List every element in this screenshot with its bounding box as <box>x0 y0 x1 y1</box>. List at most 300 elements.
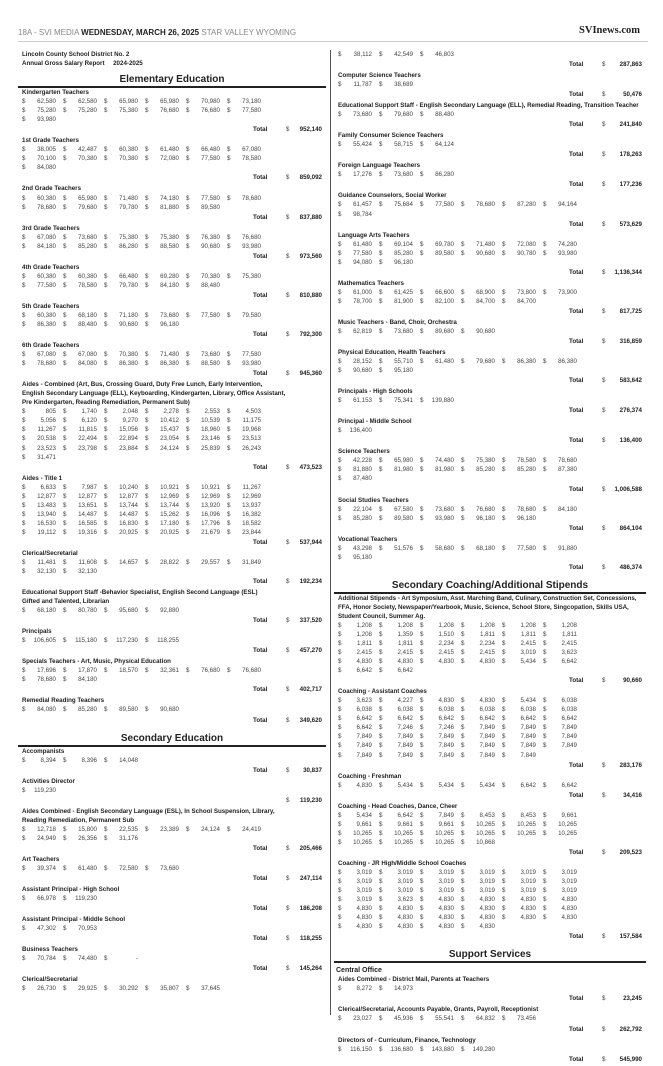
salary-value: 16,382 <box>242 510 261 518</box>
total-value: 90,660 <box>623 677 642 685</box>
salary-cell <box>63 636 104 645</box>
currency-sign: $ <box>145 825 149 833</box>
currency-sign: $ <box>602 1055 606 1063</box>
salary-value: 6,642 <box>397 715 413 723</box>
currency-sign: $ <box>379 715 383 723</box>
currency-sign: $ <box>104 320 108 328</box>
salary-cell <box>379 741 420 750</box>
salary-value: 78,680 <box>517 505 536 513</box>
salary-value: 3,623 <box>397 896 413 904</box>
salary-value: 65,980 <box>394 457 413 465</box>
currency-sign: $ <box>543 201 547 209</box>
salary-value: 23,054 <box>160 435 179 443</box>
salary-value: 1,208 <box>438 621 454 629</box>
salary-value: 76,680 <box>201 667 220 675</box>
salary-value: 4,830 <box>397 914 413 922</box>
currency-sign: $ <box>461 621 465 629</box>
salary-cell <box>104 501 145 510</box>
salary-cell <box>420 1045 461 1054</box>
salary-cell <box>63 311 104 320</box>
salary-value: 95,680 <box>119 607 138 615</box>
total-label: Total <box>253 686 268 694</box>
salary-row <box>334 426 646 435</box>
currency-sign: $ <box>104 756 108 764</box>
salary-cell <box>63 483 104 492</box>
salary-value: 70,380 <box>119 155 138 163</box>
group-title: 2nd Grade Teachers <box>22 185 82 193</box>
salary-cell <box>22 834 63 843</box>
currency-sign: $ <box>104 233 108 241</box>
salary-group <box>18 945 326 975</box>
salary-cell <box>502 648 543 657</box>
salary-value: 143,880 <box>431 1045 454 1053</box>
currency-sign: $ <box>145 528 149 536</box>
salary-cell <box>104 203 145 212</box>
salary-value: 23,146 <box>201 435 220 443</box>
total-value: 241,840 <box>619 121 642 129</box>
currency-sign: $ <box>286 935 290 943</box>
salary-value: 14,973 <box>394 985 413 993</box>
salary-cell <box>338 249 379 258</box>
salary-value: 69,104 <box>394 240 413 248</box>
salary-value: 20,925 <box>160 528 179 536</box>
total-label: Total <box>253 716 268 724</box>
salary-cell <box>22 242 63 251</box>
total-row <box>18 684 326 696</box>
total-value: 316,859 <box>619 337 642 345</box>
salary-value: 79,580 <box>242 311 261 319</box>
salary-value: 10,265 <box>353 838 372 846</box>
currency-sign: $ <box>502 706 506 714</box>
salary-value: 77,580 <box>242 351 261 359</box>
salary-row <box>18 311 326 320</box>
salary-cell <box>420 811 461 820</box>
salary-cell <box>22 115 63 124</box>
currency-sign: $ <box>104 510 108 518</box>
currency-sign: $ <box>22 676 26 684</box>
salary-value: 79,680 <box>476 358 495 366</box>
currency-sign: $ <box>286 463 290 471</box>
salary-cell <box>338 474 379 483</box>
salary-value: 18,960 <box>201 426 220 434</box>
currency-sign: $ <box>420 51 424 58</box>
salary-group <box>334 318 646 348</box>
currency-sign: $ <box>543 630 547 638</box>
currency-sign: $ <box>502 358 506 366</box>
salary-value: 93,980 <box>37 116 56 124</box>
salary-value: 81,980 <box>394 466 413 474</box>
salary-value: 85,280 <box>78 242 97 250</box>
salary-cell <box>461 456 502 465</box>
currency-sign: $ <box>379 288 383 296</box>
salary-cell <box>379 877 420 886</box>
total-label: Total <box>253 331 268 339</box>
salary-row <box>18 675 326 684</box>
currency-sign: $ <box>22 483 26 491</box>
currency-sign: $ <box>286 126 290 134</box>
currency-sign: $ <box>461 1045 465 1053</box>
currency-sign: $ <box>227 519 231 527</box>
salary-cell <box>104 320 145 329</box>
salary-cell <box>543 820 584 829</box>
salary-value: 55,541 <box>435 1015 454 1023</box>
salary-cell <box>145 281 186 290</box>
salary-value: 90,680 <box>201 242 220 250</box>
total-row <box>18 715 326 727</box>
salary-cell <box>63 407 104 416</box>
total-row <box>334 675 646 687</box>
currency-sign: $ <box>286 716 290 724</box>
salary-cell <box>338 820 379 829</box>
salary-value: 7,849 <box>520 733 536 741</box>
currency-sign: $ <box>104 194 108 202</box>
salary-value: 79,680 <box>394 111 413 119</box>
salary-group <box>334 161 646 191</box>
group-title: Pre Kindergarten, Reading Remediation, Permanent Sub) <box>22 399 190 407</box>
salary-value: 89,580 <box>119 706 138 714</box>
salary-cell <box>227 825 268 834</box>
currency-sign: $ <box>22 607 26 615</box>
salary-value: 86,380 <box>37 320 56 328</box>
salary-cell <box>63 194 104 203</box>
salary-value: 84,180 <box>37 242 56 250</box>
salary-cell <box>63 425 104 434</box>
salary-value: 88,480 <box>78 320 97 328</box>
section-heading: Support Services <box>334 949 646 963</box>
total-row <box>334 405 646 417</box>
salary-value: 60,380 <box>78 272 97 280</box>
salary-cell <box>338 258 379 267</box>
currency-sign: $ <box>379 249 383 257</box>
salary-cell <box>379 868 420 877</box>
total-value: 952,140 <box>299 126 322 134</box>
currency-sign: $ <box>145 607 149 615</box>
salary-value: 3,019 <box>438 878 454 885</box>
report-title: Annual Gross Salary Report 2024-2025 <box>22 60 143 68</box>
salary-value: 8,394 <box>40 756 56 764</box>
salary-group <box>18 915 326 945</box>
currency-sign: $ <box>22 233 26 241</box>
salary-row <box>18 636 326 645</box>
total-label: Total <box>569 121 584 129</box>
salary-value: 31,176 <box>119 834 138 842</box>
currency-sign: $ <box>63 568 67 576</box>
currency-sign: $ <box>63 676 67 684</box>
salary-cell <box>461 811 502 820</box>
currency-sign: $ <box>379 81 383 89</box>
salary-cell <box>502 781 543 790</box>
currency-sign: $ <box>338 658 342 666</box>
salary-value: 67,080 <box>37 351 56 359</box>
salary-cell <box>543 639 584 648</box>
salary-value: 26,356 <box>78 834 97 842</box>
currency-sign: $ <box>461 896 465 904</box>
total-value: 583,642 <box>619 377 642 385</box>
salary-cell <box>186 97 227 106</box>
group-title: Remedial Reading Teachers <box>22 697 105 705</box>
salary-value: 61,480 <box>435 358 454 366</box>
currency-sign: $ <box>186 360 190 368</box>
salary-value: 4,830 <box>397 923 413 931</box>
salary-value: 23,884 <box>119 444 138 452</box>
salary-cell <box>338 1014 379 1023</box>
salary-cell <box>461 200 502 209</box>
salary-value: 4,830 <box>356 923 372 931</box>
currency-sign: $ <box>602 524 606 532</box>
salary-value: 45,936 <box>394 1015 413 1023</box>
currency-sign: $ <box>145 408 149 416</box>
salary-value: 77,580 <box>242 107 261 115</box>
salary-value: 6,642 <box>356 724 372 732</box>
total-label: Total <box>569 437 584 445</box>
salary-row <box>334 249 646 258</box>
currency-sign: $ <box>379 829 383 837</box>
salary-group <box>334 594 646 687</box>
salary-value: 31,849 <box>242 558 261 566</box>
salary-cell <box>63 756 104 765</box>
salary-cell <box>227 425 268 434</box>
salary-value: 4,830 <box>520 905 536 913</box>
salary-cell <box>379 505 420 514</box>
salary-group <box>18 380 326 473</box>
section-heading: Secondary Education <box>18 733 326 747</box>
group-title: Clerical/Secretarial, Accounts Payable, Grants, Payroll, Receptionist <box>338 1006 539 1014</box>
currency-sign: $ <box>543 621 547 629</box>
salary-cell <box>543 904 584 913</box>
salary-value: 7,849 <box>479 733 495 741</box>
currency-sign: $ <box>63 311 67 319</box>
salary-cell <box>420 357 461 366</box>
total-value: 457,270 <box>299 647 322 655</box>
salary-cell <box>420 288 461 297</box>
salary-cell <box>227 492 268 501</box>
salary-value: 90,680 <box>353 367 372 375</box>
salary-row <box>18 558 326 567</box>
currency-sign: $ <box>63 706 67 714</box>
currency-sign: $ <box>186 667 190 675</box>
currency-sign: $ <box>602 91 606 99</box>
currency-sign: $ <box>461 820 465 828</box>
currency-sign: $ <box>543 724 547 732</box>
currency-sign: $ <box>379 985 383 993</box>
salary-value: 4,830 <box>561 914 577 922</box>
salary-cell <box>22 272 63 281</box>
salary-cell <box>420 751 461 760</box>
salary-value: 68,900 <box>476 288 495 296</box>
salary-cell <box>145 272 186 281</box>
total-row <box>334 179 646 191</box>
salary-value: 10,240 <box>119 483 138 491</box>
salary-group <box>18 136 326 184</box>
salary-value: 87,480 <box>353 475 372 483</box>
salary-row <box>18 756 326 765</box>
salary-value: 12,969 <box>160 492 179 500</box>
salary-cell <box>502 741 543 750</box>
total-row <box>18 615 326 627</box>
currency-sign: $ <box>420 658 424 666</box>
salary-cell <box>543 868 584 877</box>
salary-cell <box>63 864 104 873</box>
currency-sign: $ <box>63 510 67 518</box>
salary-cell <box>543 288 584 297</box>
currency-sign: $ <box>338 258 342 266</box>
salary-value: 77,580 <box>201 155 220 163</box>
salary-cell <box>145 359 186 368</box>
salary-value: 116,150 <box>350 1045 372 1053</box>
salary-row <box>18 954 326 963</box>
currency-sign: $ <box>145 864 149 872</box>
salary-cell <box>227 444 268 453</box>
salary-value: 4,830 <box>479 697 495 705</box>
salary-value: 93,980 <box>242 242 261 250</box>
salary-value: 90,680 <box>476 249 495 257</box>
salary-value: 6,038 <box>356 706 372 714</box>
salary-cell <box>63 320 104 329</box>
salary-cell <box>186 492 227 501</box>
total-label: Total <box>253 538 268 546</box>
currency-sign: $ <box>227 351 231 359</box>
salary-cell <box>502 886 543 895</box>
currency-sign: $ <box>186 146 190 154</box>
salary-value: 96,180 <box>476 514 495 522</box>
salary-cell <box>461 297 502 306</box>
salary-cell <box>63 145 104 154</box>
currency-sign: $ <box>338 141 342 149</box>
salary-row <box>334 741 646 750</box>
salary-value: 1,811 <box>479 630 495 638</box>
salary-value: 78,680 <box>242 194 261 202</box>
salary-value: 86,380 <box>160 360 179 368</box>
salary-cell <box>22 567 63 576</box>
salary-cell <box>420 50 461 59</box>
total-value: 945,360 <box>299 370 322 378</box>
currency-sign: $ <box>379 923 383 931</box>
salary-value: 76,680 <box>160 107 179 115</box>
salary-value: 2,415 <box>520 640 536 648</box>
salary-cell <box>502 829 543 838</box>
salary-value: 3,623 <box>356 697 372 705</box>
salary-cell <box>63 281 104 290</box>
currency-sign: $ <box>543 640 547 648</box>
total-value: 118,255 <box>299 935 322 943</box>
salary-cell <box>22 675 63 684</box>
salary-value: 23,513 <box>242 435 261 443</box>
currency-sign: $ <box>338 466 342 474</box>
salary-value: 15,056 <box>119 426 138 434</box>
currency-sign: $ <box>379 781 383 789</box>
currency-sign: $ <box>227 558 231 566</box>
salary-value: 85,280 <box>78 706 97 714</box>
salary-cell <box>379 639 420 648</box>
currency-sign: $ <box>502 751 506 759</box>
salary-cell <box>338 357 379 366</box>
salary-value: 89,580 <box>435 249 454 257</box>
currency-sign: $ <box>379 838 383 846</box>
salary-value: 7,849 <box>438 742 454 750</box>
currency-sign: $ <box>22 98 26 106</box>
total-value: 186,208 <box>299 905 322 913</box>
salary-value: 76,680 <box>476 505 495 513</box>
salary-value: 67,580 <box>394 505 413 513</box>
currency-sign: $ <box>338 811 342 819</box>
salary-cell <box>104 705 145 714</box>
salary-value: 78,680 <box>37 203 56 211</box>
salary-value: 71,480 <box>160 351 179 359</box>
total-label: Total <box>569 933 584 941</box>
salary-value: 75,380 <box>119 233 138 241</box>
currency-sign: $ <box>543 249 547 257</box>
currency-sign: $ <box>502 288 506 296</box>
salary-row <box>334 465 646 474</box>
currency-sign: $ <box>104 667 108 675</box>
total-value: 864,104 <box>619 524 642 532</box>
salary-value: 3,019 <box>397 868 413 876</box>
salary-value: 68,180 <box>78 311 97 319</box>
salary-cell <box>461 820 502 829</box>
total-row <box>334 931 646 943</box>
currency-sign: $ <box>227 435 231 443</box>
salary-value: 68,180 <box>476 544 495 552</box>
currency-sign: $ <box>543 829 547 837</box>
salary-value: 4,830 <box>438 923 454 931</box>
currency-sign: $ <box>63 864 67 872</box>
currency-sign: $ <box>502 829 506 837</box>
salary-cell <box>338 297 379 306</box>
currency-sign: $ <box>461 1015 465 1023</box>
currency-sign: $ <box>227 417 231 425</box>
salary-group <box>18 696 326 726</box>
currency-sign: $ <box>104 444 108 452</box>
total-value: 545,990 <box>619 1055 642 1063</box>
salary-cell <box>502 714 543 723</box>
salary-cell <box>104 97 145 106</box>
salary-row <box>18 894 326 903</box>
group-title: Gifted and Talented, Librarian <box>22 598 110 606</box>
salary-value: 60,380 <box>37 311 56 319</box>
salary-value: 5,056 <box>40 417 56 425</box>
salary-value: 1,208 <box>356 621 372 629</box>
salary-value: 60,380 <box>37 272 56 280</box>
salary-value: 7,849 <box>356 733 372 741</box>
salary-value: 3,019 <box>356 896 372 904</box>
currency-sign: $ <box>186 242 190 250</box>
currency-sign: $ <box>420 397 424 405</box>
currency-sign: $ <box>227 426 231 434</box>
salary-row <box>334 913 646 922</box>
salary-cell <box>22 407 63 416</box>
currency-sign: $ <box>379 171 383 179</box>
total-row <box>334 993 646 1005</box>
salary-cell <box>461 639 502 648</box>
group-title: Social Studies Teachers <box>338 496 409 504</box>
total-row <box>334 59 646 71</box>
currency-sign: $ <box>338 649 342 657</box>
salary-cell <box>379 621 420 630</box>
salary-cell <box>338 426 379 435</box>
currency-sign: $ <box>461 905 465 913</box>
currency-sign: $ <box>186 435 190 443</box>
currency-sign: $ <box>145 558 149 566</box>
salary-row <box>18 203 326 212</box>
salary-value: 17,276 <box>353 171 372 179</box>
salary-cell <box>461 240 502 249</box>
salary-value: 7,849 <box>561 724 577 732</box>
salary-cell <box>502 732 543 741</box>
salary-row <box>334 705 646 714</box>
currency-sign: $ <box>379 621 383 629</box>
salary-value: 66,480 <box>119 272 138 280</box>
currency-sign: $ <box>379 914 383 922</box>
